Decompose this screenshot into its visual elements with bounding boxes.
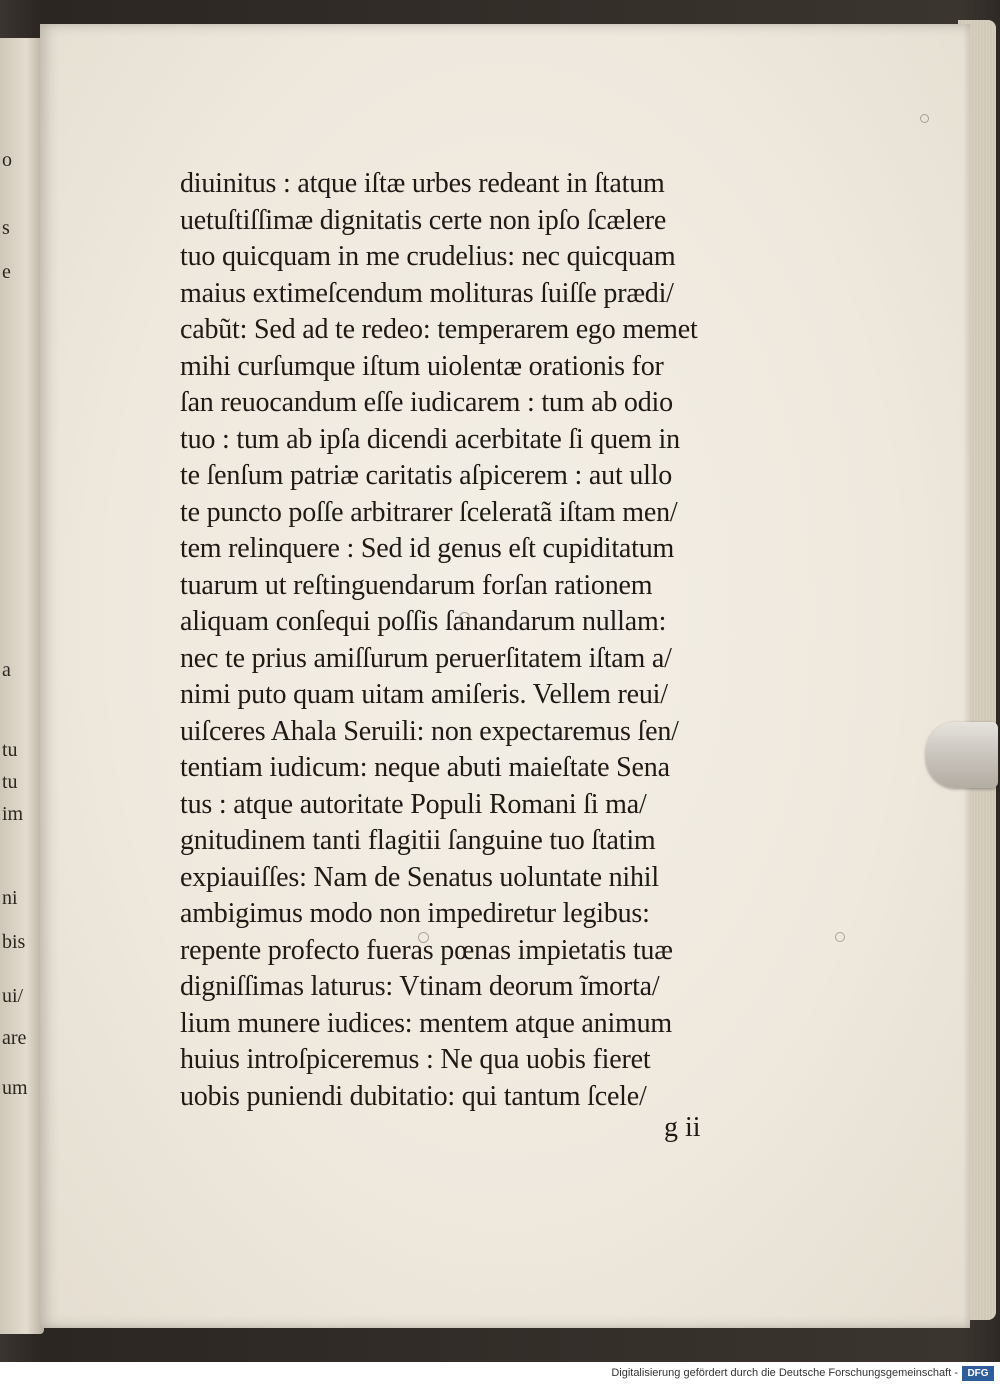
text-line: ſan reuocandum eſſe iudicarem : tum ab odio — [180, 387, 673, 418]
text-line: maius extimeſcendum molituras ſuiſſe prædi/ — [180, 277, 674, 309]
page-clip — [926, 722, 998, 788]
text-line: ambigimus modo non impediretur legibus: — [180, 898, 650, 929]
footer-bar — [0, 1362, 1000, 1386]
text-line: tuo quicquam in me crudelius: nec quicquam — [180, 241, 676, 272]
wear-mark — [920, 114, 929, 123]
text-line: uobis puniendi dubitatio: qui tantum ſcele/ — [180, 1080, 647, 1112]
text-line: lium munere iudices: mentem atque animum — [180, 1007, 672, 1039]
text-line: uetuſtiſſimæ dignitatis certe non ipſo ſcælere — [180, 204, 667, 236]
left-page-fragment: a — [2, 659, 11, 681]
text-line: nimi puto quam uitam amiſeris. Vellem reui/ — [180, 679, 668, 710]
wear-mark — [459, 612, 470, 623]
text-line: tuo : tum ab ipſa dicendi acerbitate ſi quem in — [180, 423, 680, 455]
text-line: digniſſimas laturus: Vtinam deorum ĩmorta/ — [180, 971, 660, 1002]
left-page-fragment: bis — [2, 931, 26, 953]
text-line: aliquam conſequi poſſis ſanandarum nullam: — [180, 606, 667, 637]
left-page-fragment: ni — [2, 887, 18, 909]
text-line: tem relinquere : Sed id genus eſt cupiditatum — [180, 533, 675, 564]
text-line: nec te prius amiſſurum peruerſitatem iſtam a/ — [180, 642, 672, 674]
wear-mark — [835, 932, 845, 942]
text-line: tus : atque autoritate Populi Romani ſi ma/ — [180, 788, 647, 820]
book-page — [40, 24, 970, 1328]
left-page-fragment: tu — [2, 739, 18, 761]
main-text-block — [180, 166, 760, 1115]
text-line: te ſenſum patriæ caritatis aſpicerem : aut ullo — [180, 460, 673, 491]
text-line: te puncto poſſe arbitrarer ſceleratã iſtam men/ — [180, 496, 678, 528]
footer-credit-text: Digitalisierung gefördert durch die Deutsche Forschungsgemeinschaft - — [611, 1367, 958, 1379]
text-line: expiauiſſes: Nam de Senatus uoluntate nihil — [180, 861, 659, 893]
wear-mark — [418, 932, 429, 943]
left-page-fragment: e — [2, 261, 11, 283]
left-page-fragment: um — [2, 1077, 28, 1099]
text-line: repente profecto fueras pœnas impietatis tuæ — [180, 934, 673, 966]
dfg-logo: DFG — [962, 1366, 994, 1381]
left-page-fragment: tu — [2, 771, 18, 793]
left-page-fragment: ui/ — [2, 985, 24, 1007]
text-line: cabũt: Sed ad te redeo: temperarem ego memet — [180, 314, 698, 345]
left-page-fragment: o — [2, 149, 12, 171]
text-line: tuarum ut reſtinguendarum forſan rationem — [180, 569, 653, 601]
text-line: tentiam iudicum: neque abuti maieſtate Sena — [180, 752, 670, 783]
text-line: huius introſpiceremus : Ne qua uobis fieret — [180, 1044, 651, 1075]
text-line: uiſceres Ahala Seruili: non expectaremus ſen/ — [180, 715, 679, 747]
left-page-fragment: s — [2, 217, 10, 239]
left-page-fragment: im — [2, 803, 24, 825]
previous-page-edge — [0, 38, 44, 1334]
text-line: gnitudinem tanti flagitii ſanguine tuo ſtatim — [180, 825, 656, 856]
left-page-fragment: are — [2, 1027, 27, 1049]
text-line: diuinitus : atque iſtæ urbes redeant in ſtatum — [180, 168, 665, 199]
signature-mark: g ii — [664, 1112, 701, 1143]
text-line: mihi curſumque iſtum uiolentæ orationis for — [180, 350, 664, 382]
